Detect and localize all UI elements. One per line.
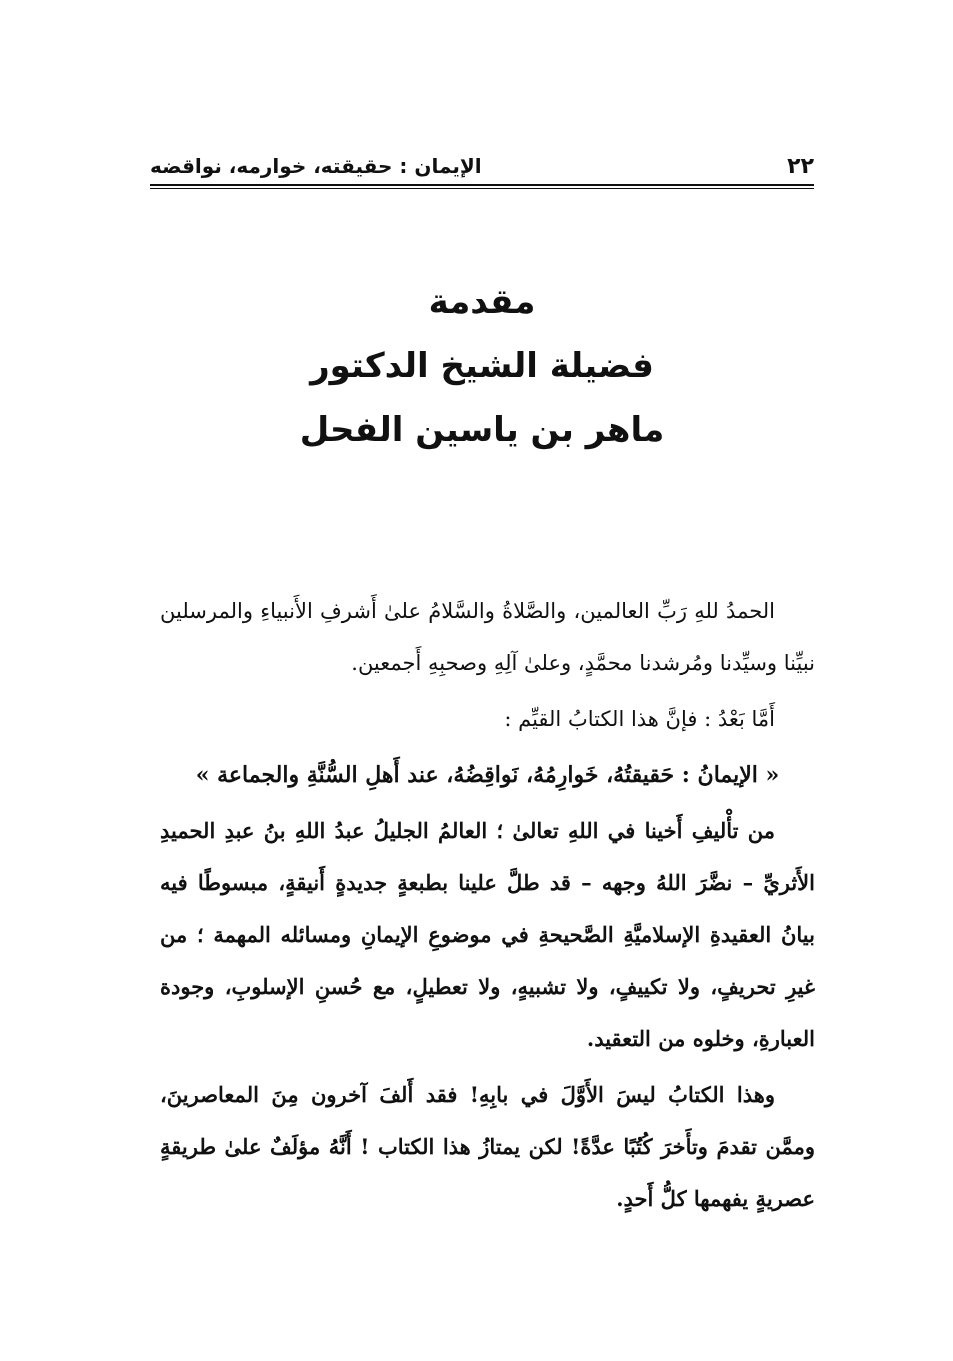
- book-title-quote: « الإيمانُ : حَقيقتُهُ، خَوارِمُهُ، نَواقِضُهُ، عند أَهلِ السُّنَّةِ والجماعة »: [195, 762, 780, 788]
- page-number: ٢٢: [787, 154, 814, 179]
- header-divider: [150, 184, 814, 189]
- paragraph-book-description: من تأْليفِ أَخينا في اللهِ تعالىٰ ؛ العالمُ الجليلُ عبدُ اللهِ بنُ عبدِ الحميدِ الأَثريِّ – نضَّرَ اللهُ وجهه – قد طلَّ علينا بطبعةٍ جديدةٍ أَنيقةٍ، مبسوطًا فيه بيانُ العقيدةِ الإسلاميَّةِ الصَّحيحةِ في موضوعِ الإيمانِ ومسائله المهمة ؛ من غيرِ تحريفٍ، ولا تكييفٍ، ولا تشبيهٍ، ولا تعطيلٍ، مع حُسنِ الإسلوبِ، وجودة العبارةِ، وخلوه من التعقيد.: [160, 818, 815, 1051]
- paragraph-book-distinction: وهذا الكتابُ ليسَ الأَوَّلَ في بابِهِ! فقد أَلفَ آخرون مِنَ المعاصرينَ، وممَّن تقدمَ وتأَخرَ كُتُبًا عدَّةً! لكن يمتازُ هذا الكتاب ! أَنَّهُ مؤلَفٌ علىٰ طريقةٍ عصريةٍ يفهمها كلُّ أَحدٍ.: [160, 1082, 815, 1211]
- running-title: الإيمان : حقيقته، خوارمه، نواقضه: [150, 154, 482, 178]
- paragraph-amma-bad: أَمَّا بَعْدُ : فإنَّ هذا الكتابُ القيِّم :: [504, 707, 775, 731]
- heading-author-name: ماهر بن ياسين الفحل: [299, 410, 665, 450]
- body-text: [160, 585, 815, 1225]
- running-header: [150, 150, 814, 184]
- heading-author-honorific: فضيلة الشيخ الدكتور: [310, 346, 654, 386]
- title-block: [150, 270, 814, 462]
- paragraph-praise: الحمدُ للهِ رَبِّ العالمين، والصَّلاةُ والسَّلامُ علىٰ أَشرفِ الأَنبياءِ والمرسلين نبيِّنا وسيِّدنا ومُرشدنا محمَّدٍ، وعلىٰ آلِهِ وصحبِهِ أَجمعين.: [160, 599, 815, 675]
- heading-introduction: مقدمة: [428, 282, 536, 322]
